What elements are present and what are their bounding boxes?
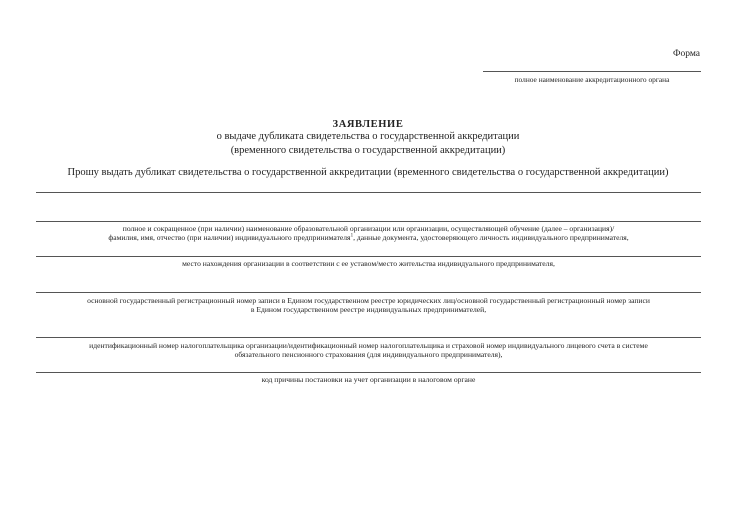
kpp-caption: код причины постановки на учет организации в налоговом органе	[261, 375, 476, 384]
ogrn-caption-line-2: в Едином государственном реестре индивидуальных предпринимателей,	[250, 305, 487, 314]
org-name-caption-line-2	[36, 233, 701, 242]
form-label: Форма	[672, 49, 700, 59]
inn-field[interactable]	[36, 337, 701, 338]
kpp-field[interactable]	[36, 372, 701, 373]
applicant-name-field-2[interactable]	[36, 221, 701, 222]
footnote-marker: 1	[350, 233, 354, 239]
inn-caption-line-1: идентификационный номер налогоплательщика организации/идентификационный номер налогоплательщика и страховой номер индивидуального лицевого счета в системе	[89, 341, 648, 350]
org-name-caption-part-a: фамилия, имя, отчество (при наличии) индивидуального предпринимателя	[108, 233, 351, 242]
ogrn-field[interactable]	[36, 292, 701, 293]
authority-name-field[interactable]	[483, 71, 701, 72]
inn-caption-line-2: обязательного пенсионного страхования (для индивидуального предпринимателя),	[234, 350, 503, 359]
location-caption: место нахождения организации в соответствии с ее уставом/место жительства индивидуального предпринимателя,	[182, 259, 555, 268]
applicant-name-field-1[interactable]	[36, 192, 701, 193]
authority-name-caption: полное наименование аккредитационного органа	[514, 75, 670, 84]
document-subtitle-secondary: (временного свидетельства о государственной аккредитации)	[230, 145, 506, 156]
ogrn-caption-line-1: основной государственный регистрационный номер записи в Едином государственном реестре юридических лиц/основной государственный регистрационный номер записи	[87, 296, 650, 305]
org-name-caption	[36, 224, 701, 242]
request-text: Прошу выдать дубликат свидетельства о государственной аккредитации (временного свидетельства о государственной аккредитации)	[67, 167, 669, 178]
org-name-caption-part-b: , данные документа, удостоверяющего личность индивидуального предпринимателя,	[353, 233, 629, 242]
location-field[interactable]	[36, 256, 701, 257]
org-name-caption-line-1: полное и сокращенное (при наличии) наименование образовательной организации или организации, осуществляющей обучение (далее – организация)/	[122, 224, 615, 233]
inn-caption	[36, 341, 701, 359]
document-title: ЗАЯВЛЕНИЕ	[332, 119, 404, 130]
document-subtitle: о выдаче дубликата свидетельства о государственной аккредитации	[216, 131, 520, 142]
ogrn-caption	[36, 296, 701, 314]
